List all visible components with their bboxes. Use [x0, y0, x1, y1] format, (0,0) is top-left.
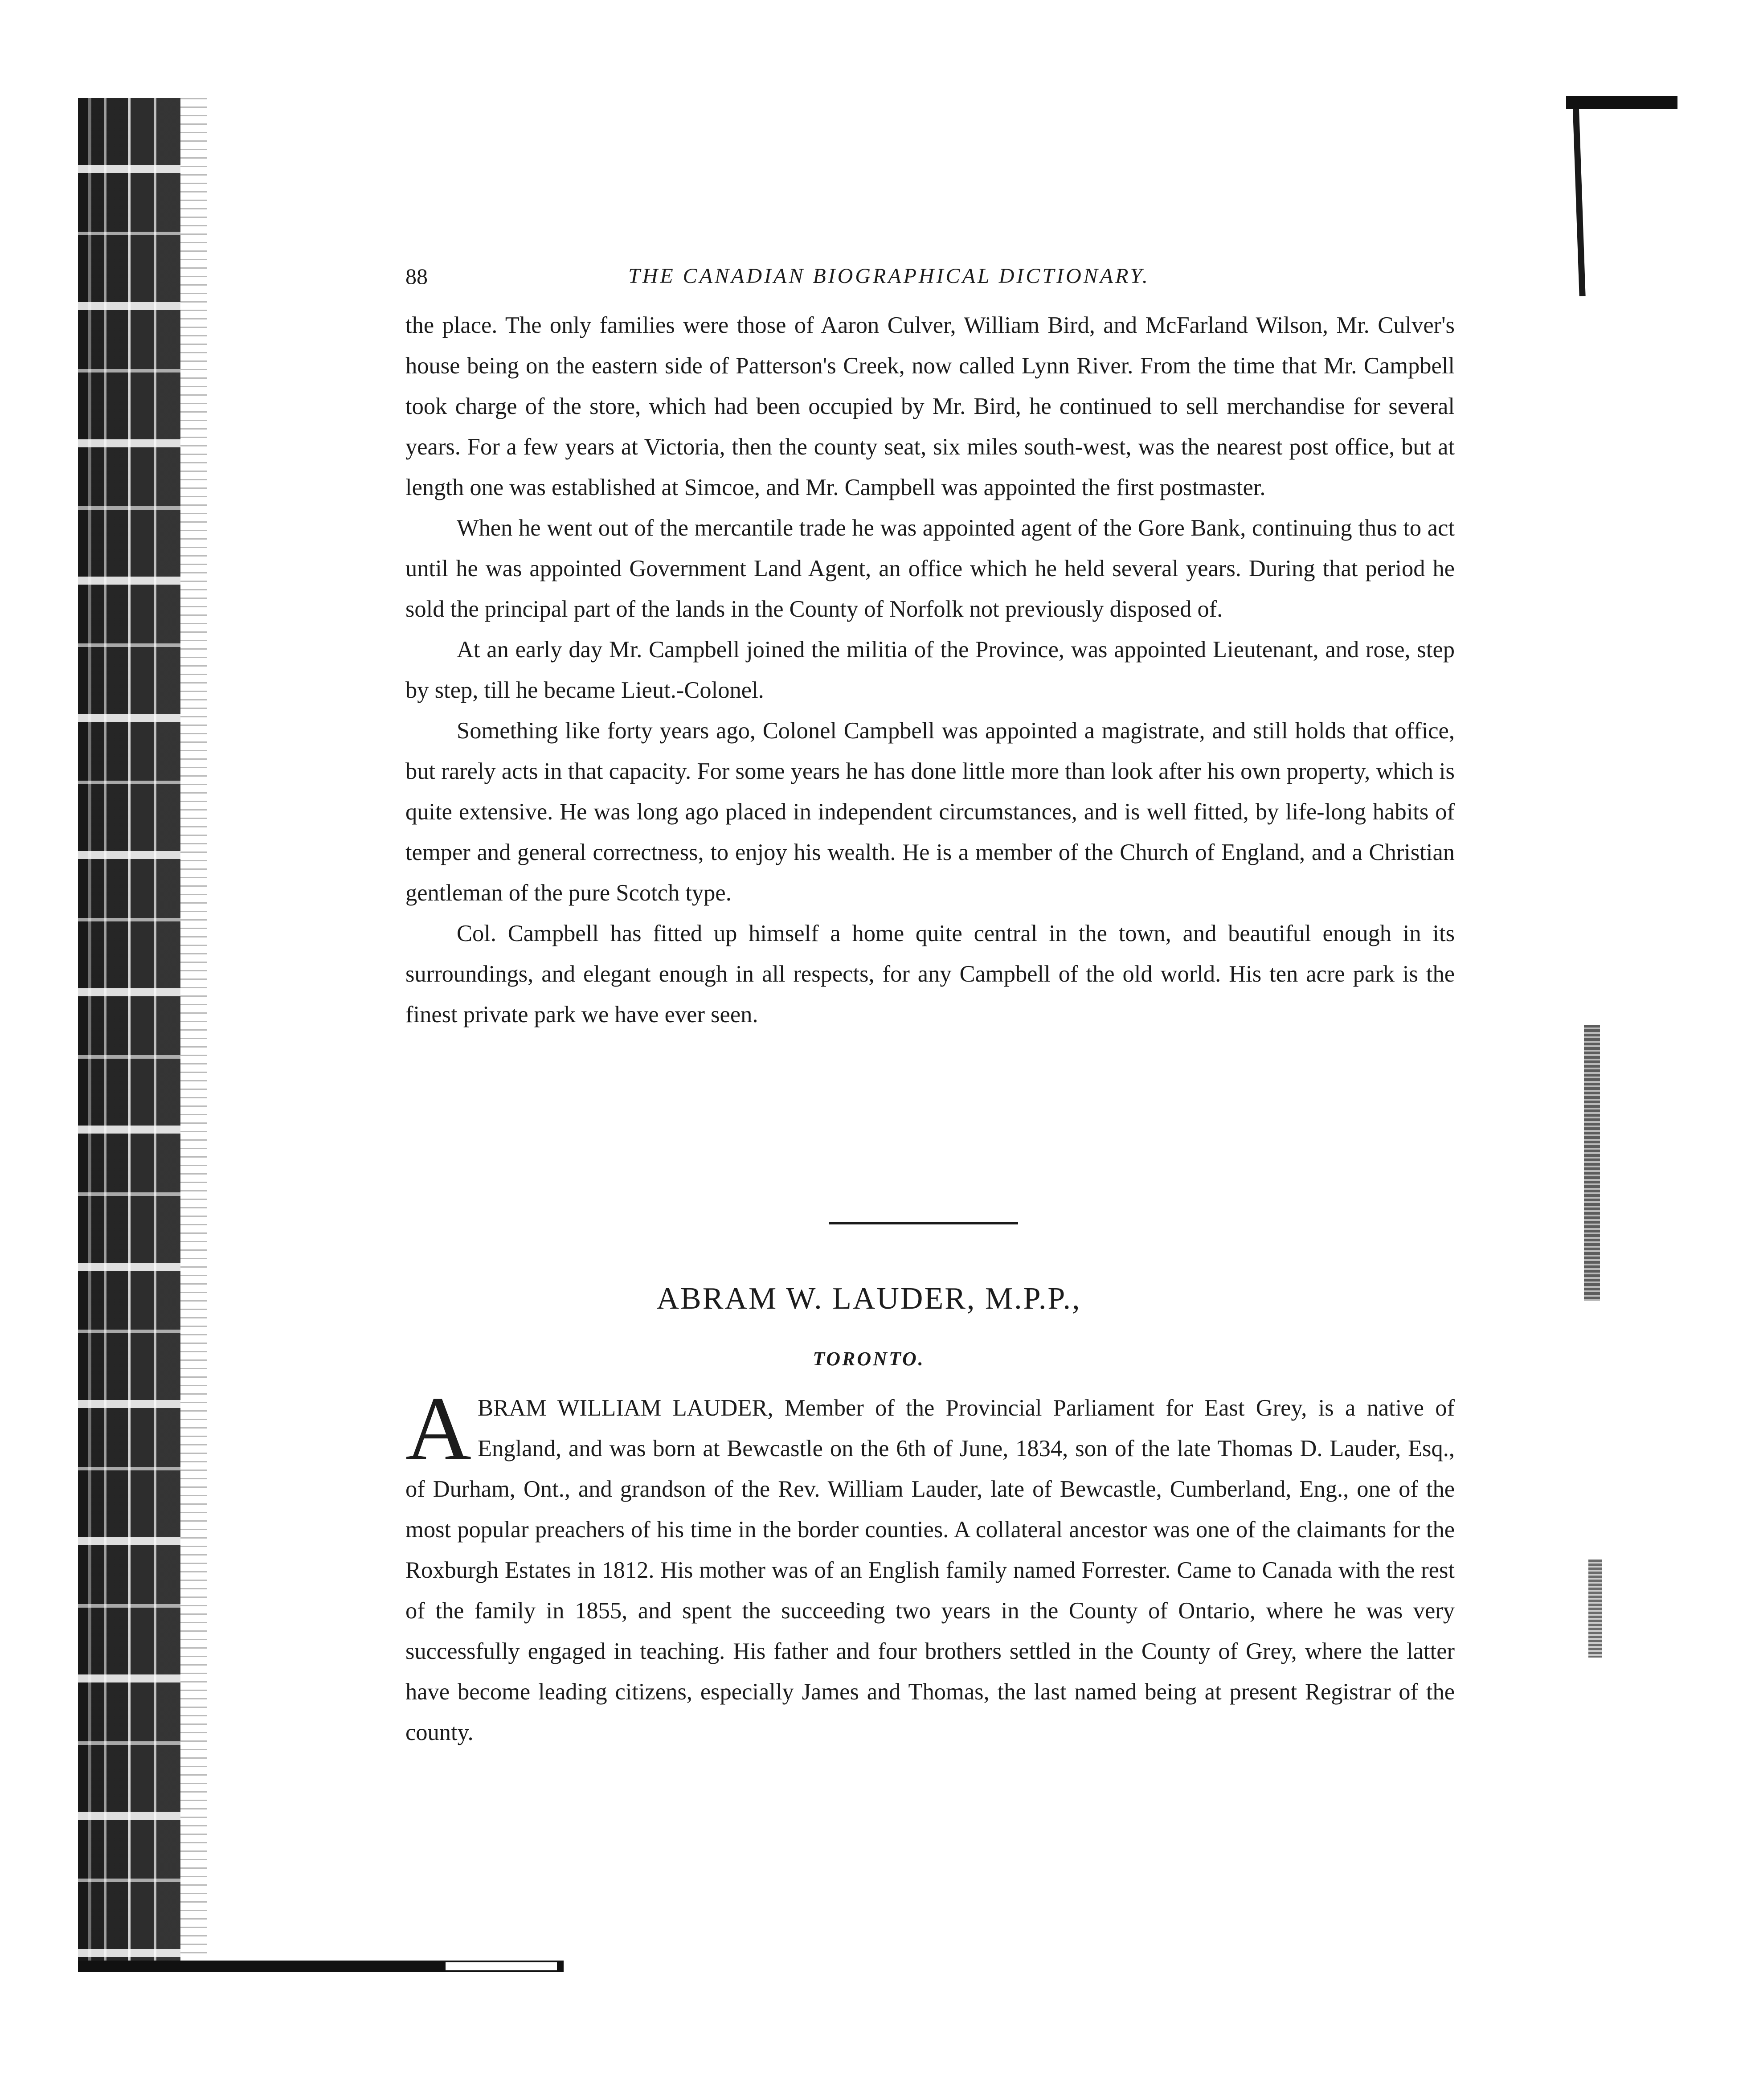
bio-paragraph — [405, 1378, 1455, 1753]
section-place: TORONTO. — [813, 1348, 925, 1370]
right-edge-strip — [1584, 1025, 1600, 1301]
lauder-biography — [405, 1378, 1455, 1753]
section-separator-rule — [829, 1222, 1018, 1224]
binding-highlights — [78, 98, 180, 1965]
top-right-edge-shadow — [1566, 96, 1677, 109]
paragraph-1: the place. The only families were those of Aaron Culver, William Bird, and McFarland Wilson, Mr. Culver's house being on the eastern side of Patterson's Creek, now called Lynn River. From the time that Mr. Campbell took charge of the store, which had been occupied by Mr. Bird, he continued to sell merchandise for several years. For a few years at Victoria, then the county seat, six miles south-west, was the nearest post office, but at length one was established at Simcoe, and Mr. Campbell was appointed the first postmaster. — [405, 312, 1455, 500]
right-edge-strip-lower — [1588, 1560, 1602, 1658]
header-title: THE CANADIAN BIOGRAPHICAL DICTIONARY. — [628, 264, 1150, 288]
section-heading: ABRAM W. LAUDER, M.P.P., — [656, 1281, 1081, 1316]
right-edge-line — [1573, 109, 1586, 296]
campbell-article-text — [405, 305, 1455, 1035]
bio-paragraph-text: BRAM WILLIAM LAUDER, Member of the Provincial Parliament for East Grey, is a native of England, and was born at Bewcastle on the 6th of June, 1834, son of the late Thomas D. Lauder, Esq., of Durham, Ont., and grandson of the Rev. William Lauder, late of Bewcastle, Cumberland, Eng., one of the most popular preachers of his time in the border counties. A collateral ancestor was one of the claimants for the Roxburgh Estates in 1812. His mother was of an English family named Forrester. Came to Canada with the rest of the family in 1855, and spent the succeeding two years in the County of Ontario, where he was very successfully engaged in teaching. His father and four brothers settled in the County of Grey, where the latter have become leading citizens, especially James and Thomas, the last named being at present Registrar of the county. — [405, 1395, 1455, 1745]
paragraph-5: Col. Campbell has fitted up himself a home quite central in the town, and beautiful enough in its surroundings, and elegant enough in all respects, for any Campbell of the old world. His ten acre park is the finest private park we have ever seen. — [405, 921, 1455, 1027]
paragraph-3: At an early day Mr. Campbell joined the militia of the Province, was appointed Lieutenant, and rose, step by step, till he became Lieut.-Colonel. — [405, 637, 1455, 703]
paragraph-4: Something like forty years ago, Colonel Campbell was appointed a magistrate, and still holds that office, but rarely acts in that capacity. For some years he has done little more than look after his own property, which is quite extensive. He was long ago placed in independent circumstances, and is well fitted, by life-long habits of temper and general correctness, to enjoy his wealth. He is a member of the Church of England, and a Christian gentleman of the pure Scotch type. — [405, 718, 1455, 906]
page-number: 88 — [405, 264, 428, 289]
binding-speckle — [180, 98, 207, 1965]
paragraph-2: When he went out of the mercantile trade he was appointed agent of the Gore Bank, continuing thus to act until he was appointed Government Land Agent, an office which he held several years. During that period he sold the principal part of the lands in the County of Norfolk not previously disposed of. — [405, 515, 1455, 622]
drop-cap: A — [405, 1378, 472, 1479]
bottom-edge-gap — [446, 1962, 557, 1970]
running-header — [405, 261, 1484, 296]
